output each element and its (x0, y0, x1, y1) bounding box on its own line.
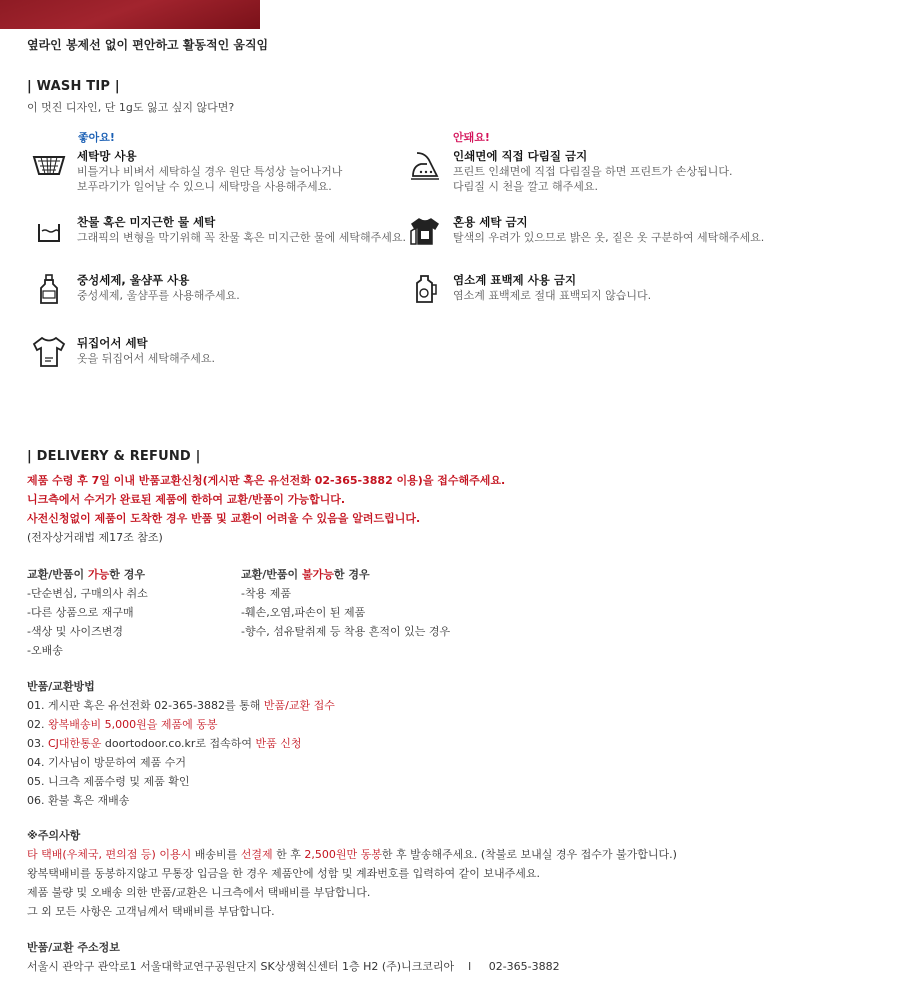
bad-label: 안돼요! (453, 131, 490, 144)
tip-title: 중성세제, 울샴푸 사용 (77, 273, 190, 287)
detergent-bottle-icon (31, 272, 67, 308)
delivery-refund-title: | DELIVERY & REFUND | (27, 449, 201, 464)
return-address: 서울시 관악구 관악로1 서울대학교연구공원단지 SK상생혁신센터 1층 H2 (주)니크코리아 l 02-365-3882 (27, 960, 560, 973)
product-photo-crop (0, 0, 260, 29)
method-step: 03. CJ대한통운 doortodoor.co.kr로 접속하여 반품 신청 (27, 737, 302, 750)
address-title: 반품/교환 주소정보 (27, 941, 120, 954)
possible-heading: 교환/반품이 가능한 경우 (27, 568, 145, 581)
method-title: 반품/교환방법 (27, 680, 95, 693)
tip-desc: 염소계 표백제로 절대 표백되지 않습니다. (453, 289, 652, 302)
method-step: 02. 왕복배송비 5,000원을 제품에 동봉 (27, 718, 218, 731)
impossible-item: -훼손,오염,파손이 된 제품 (241, 606, 366, 619)
inside-out-shirt-icon (31, 335, 67, 371)
notice-line: 니크측에서 수거가 완료된 제품에 한하여 교환/반품이 가능합니다. (27, 493, 346, 506)
possible-item: -색상 및 사이즈변경 (27, 625, 123, 638)
method-step: 04. 기사님이 방문하여 제품 수거 (27, 756, 186, 769)
tip-title: 염소계 표백제 사용 금지 (453, 273, 577, 287)
tip-desc: 그래픽의 변형을 막기위해 꼭 찬물 혹은 미지근한 물에 세탁해주세요. (77, 231, 406, 244)
possible-item: -다른 상품으로 재구매 (27, 606, 134, 619)
notice-line: 사전신청없이 제품이 도착한 경우 반품 및 교환이 어려울 수 있음을 알려드립니다. (27, 512, 421, 525)
mixed-wash-icon (407, 214, 443, 250)
impossible-item: -착용 제품 (241, 587, 291, 600)
tip-title: 인쇄면에 직접 다림질 금지 (453, 149, 588, 163)
tip-title: 찬물 혹은 미지근한 물 세탁 (77, 215, 216, 229)
method-step: 06. 환불 혹은 재배송 (27, 794, 130, 807)
iron-icon (407, 148, 443, 184)
wash-tip-subtitle: 이 멋진 디자인, 단 1g도 잃고 싶지 않다면? (27, 101, 235, 114)
tip-desc: 중성세제, 울샴푸를 사용해주세요. (77, 289, 240, 302)
bleach-icon (407, 272, 443, 308)
laundry-net-icon (31, 148, 67, 184)
impossible-item: -향수, 섬유탈취제 등 착용 흔적이 있는 경우 (241, 625, 451, 638)
method-step: 01. 게시판 혹은 유선전화 02-365-3882를 통해 반품/교환 접수 (27, 699, 335, 712)
tip-desc: 탈색의 우려가 있으므로 밝은 옷, 짙은 옷 구분하여 세탁해주세요. (453, 231, 765, 244)
method-step: 05. 니크측 제품수령 및 제품 확인 (27, 775, 190, 788)
tip-desc: 옷을 뒤집어서 세탁해주세요. (77, 352, 216, 365)
tip-title: 세탁망 사용 (77, 149, 137, 163)
caution-line: 제품 불량 및 오배송 의한 반품/교환은 니크측에서 택배비를 부담합니다. (27, 886, 371, 899)
caution-line: 그 외 모든 사항은 고객님께서 택배비를 부담합니다. (27, 905, 275, 918)
possible-item: -오배송 (27, 644, 63, 657)
tip-desc: 프린트 인쇄면에 직접 다림질을 하면 프린트가 손상됩니다. 다림질 시 천을 깔고 해주세요. (453, 165, 733, 193)
product-caption: 옆라인 봉제선 없이 편안하고 활동적인 움직임 (27, 38, 269, 52)
wash-tip-title: | WASH TIP | (27, 79, 120, 94)
law-reference: (전자상거래법 제17조 참조) (27, 531, 163, 544)
good-label: 좋아요! (78, 131, 115, 144)
tip-title: 뒤집어서 세탁 (77, 336, 148, 350)
tip-desc: 비틀거나 비벼서 세탁하실 경우 원단 특성상 늘어나거나 보푸라기가 일어날 수 있으니 세탁망을 사용해주세요. (77, 165, 343, 193)
cold-water-icon (31, 214, 67, 250)
possible-item: -단순변심, 구매의사 취소 (27, 587, 148, 600)
impossible-heading: 교환/반품이 불가능한 경우 (241, 568, 370, 581)
notice-line: 제품 수령 후 7일 이내 반품교환신청(게시판 혹은 유선전화 02-365-3882 이용)을 접수해주세요. (27, 474, 506, 487)
caution-title: ※주의사항 (27, 829, 81, 842)
caution-line: 타 택배(우체국, 편의점 등) 이용시 배송비를 선결제 한 후 2,500원만 동봉한 후 발송해주세요. (착불로 보내실 경우 접수가 불가합니다.) (27, 848, 677, 861)
caution-line: 왕복택배비를 동봉하지않고 무통장 입금을 한 경우 제품안에 성함 및 계좌번호를 입력하여 같이 보내주세요. (27, 867, 540, 880)
tip-title: 혼용 세탁 금지 (453, 215, 528, 229)
